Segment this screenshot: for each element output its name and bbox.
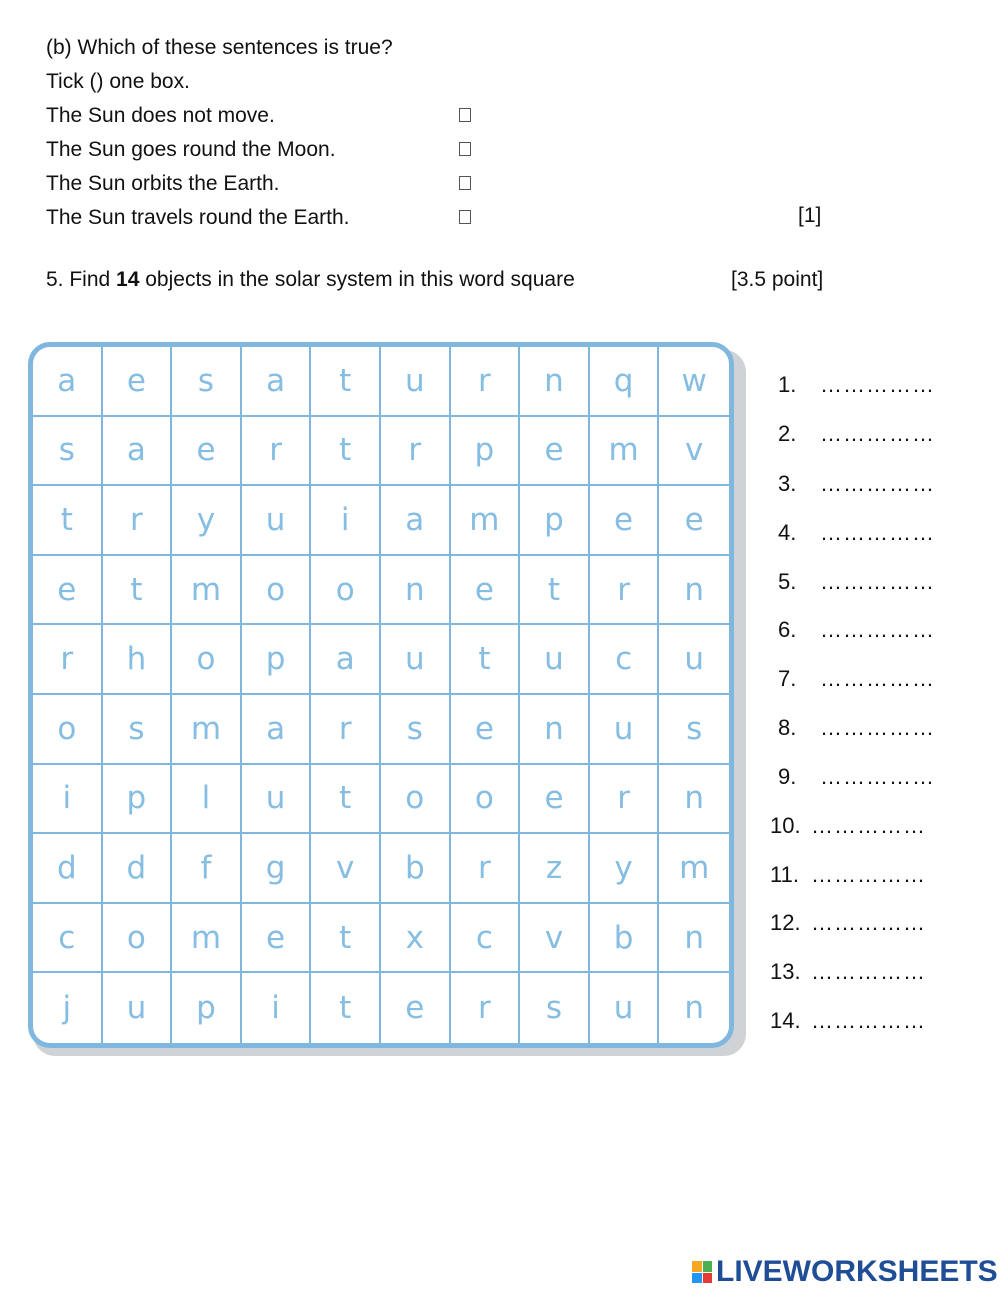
grid-cell: n xyxy=(659,765,729,835)
answer-line xyxy=(778,372,935,398)
answer-number: 10. xyxy=(770,813,801,838)
grid-cell: r xyxy=(381,417,451,487)
grid-cell: e xyxy=(242,904,312,974)
grid-cell: s xyxy=(381,695,451,765)
grid-cell: a xyxy=(311,625,381,695)
grid-cell: t xyxy=(311,347,381,417)
grid-cell: s xyxy=(33,417,103,487)
option-1-text: The Sun does not move. xyxy=(46,104,275,127)
grid-cell: c xyxy=(33,904,103,974)
grid-cell: o xyxy=(242,556,312,626)
question-5-count: 14 xyxy=(116,268,140,291)
grid-cell: o xyxy=(103,904,173,974)
grid-cell: m xyxy=(172,556,242,626)
answer-blank[interactable]: …………… xyxy=(811,910,926,935)
grid-cell: a xyxy=(381,486,451,556)
grid-cell: i xyxy=(33,765,103,835)
answer-number: 12. xyxy=(770,910,801,935)
answer-number: 5. xyxy=(778,569,797,594)
answer-number: 8. xyxy=(778,715,797,740)
grid-cell: m xyxy=(451,486,521,556)
grid-cell: t xyxy=(311,417,381,487)
option-4-text: The Sun travels round the Earth. xyxy=(46,206,350,229)
grid-cell: y xyxy=(590,834,660,904)
grid-cell: n xyxy=(520,347,590,417)
answer-blank[interactable]: …………… xyxy=(820,471,935,496)
grid-cell: p xyxy=(242,625,312,695)
grid-cell: o xyxy=(311,556,381,626)
answer-line xyxy=(778,666,935,692)
answer-blank[interactable]: …………… xyxy=(820,666,935,691)
answer-line xyxy=(778,617,935,643)
grid-cell: e xyxy=(33,556,103,626)
option-3-checkbox[interactable] xyxy=(459,176,471,190)
answer-line xyxy=(770,959,926,985)
grid-cell: u xyxy=(381,347,451,417)
answer-number: 14. xyxy=(770,1008,801,1033)
question-b-marks: [1] xyxy=(798,204,822,227)
answer-number: 13. xyxy=(770,959,801,984)
logo-square xyxy=(692,1273,702,1284)
grid-cell: m xyxy=(659,834,729,904)
answer-number: 6. xyxy=(778,617,797,642)
grid-cell: r xyxy=(311,695,381,765)
grid-cell: o xyxy=(381,765,451,835)
answer-line xyxy=(770,862,926,888)
grid-cell: o xyxy=(33,695,103,765)
answer-line xyxy=(778,471,935,497)
grid-cell: r xyxy=(590,556,660,626)
answer-blank[interactable]: …………… xyxy=(820,715,935,740)
answer-blank[interactable]: …………… xyxy=(820,421,935,446)
grid-cell: i xyxy=(242,973,312,1043)
grid-cell: s xyxy=(520,973,590,1043)
grid-cell: e xyxy=(451,556,521,626)
answer-blank[interactable]: …………… xyxy=(811,959,926,984)
grid-cell: w xyxy=(659,347,729,417)
grid-cell: u xyxy=(242,765,312,835)
answer-line xyxy=(770,813,926,839)
option-2-text: The Sun goes round the Moon. xyxy=(46,138,336,161)
grid-cell: t xyxy=(311,904,381,974)
grid-cell: i xyxy=(311,486,381,556)
grid-cell: c xyxy=(590,625,660,695)
question-b-instruction: Tick () one box. xyxy=(46,70,190,93)
grid-cell: b xyxy=(590,904,660,974)
grid-cell: s xyxy=(103,695,173,765)
grid-cell: e xyxy=(103,347,173,417)
grid-cell: n xyxy=(659,556,729,626)
grid-cell: r xyxy=(451,347,521,417)
answer-blank[interactable]: …………… xyxy=(820,764,935,789)
question-5-suffix: objects in the solar system in this word square xyxy=(139,268,575,291)
grid-cell: r xyxy=(451,973,521,1043)
grid-cell: s xyxy=(659,695,729,765)
grid-cell: t xyxy=(311,765,381,835)
question-5-prefix: 5. Find xyxy=(46,268,117,291)
grid-cell: o xyxy=(172,625,242,695)
liveworksheets-logo-icon xyxy=(692,1261,712,1283)
grid-cell: n xyxy=(381,556,451,626)
grid-cell: p xyxy=(520,486,590,556)
grid-cell: u xyxy=(659,625,729,695)
grid-cell: a xyxy=(103,417,173,487)
grid-cell: t xyxy=(33,486,103,556)
grid-cell: m xyxy=(172,904,242,974)
option-2-checkbox[interactable] xyxy=(459,142,471,156)
grid-cell: v xyxy=(659,417,729,487)
logo-square xyxy=(692,1261,702,1272)
answer-line xyxy=(778,569,935,595)
answer-blank[interactable]: …………… xyxy=(811,813,926,838)
grid-cell: e xyxy=(590,486,660,556)
grid-cell: p xyxy=(172,973,242,1043)
option-1-checkbox[interactable] xyxy=(459,108,471,122)
grid-cell: z xyxy=(520,834,590,904)
grid-cell: d xyxy=(103,834,173,904)
grid-cell: u xyxy=(103,973,173,1043)
grid-cell: j xyxy=(33,973,103,1043)
answer-number: 9. xyxy=(778,764,797,789)
grid-cell: n xyxy=(684,990,705,1027)
logo-square xyxy=(703,1261,713,1272)
grid-cell: u xyxy=(520,625,590,695)
grid-cell: v xyxy=(311,834,381,904)
grid-cell: v xyxy=(520,904,590,974)
grid-cell: t xyxy=(451,625,521,695)
grid-cell: e xyxy=(451,695,521,765)
grid-cell: r xyxy=(33,625,103,695)
grid-cell: h xyxy=(103,625,173,695)
grid-cell: u xyxy=(242,486,312,556)
grid-cell: a xyxy=(242,695,312,765)
grid-cell: s xyxy=(172,347,242,417)
grid-cell: m xyxy=(172,695,242,765)
grid-cell: e xyxy=(172,417,242,487)
answer-line xyxy=(778,764,935,790)
grid-cell: e xyxy=(659,486,729,556)
answer-line xyxy=(778,715,935,741)
logo-text: LIVEWORKSHEETS xyxy=(716,1255,998,1288)
answer-number: 11. xyxy=(770,862,799,887)
grid-cell: a xyxy=(33,347,103,417)
question-5-text xyxy=(46,268,575,292)
grid-cell: q xyxy=(590,347,660,417)
answer-number: 1. xyxy=(778,372,797,397)
answer-number: 7. xyxy=(778,666,797,691)
grid-cell: n xyxy=(520,695,590,765)
grid-cell: t xyxy=(520,556,590,626)
word-square xyxy=(28,342,734,1048)
answer-blank[interactable]: …………… xyxy=(811,1008,926,1033)
grid-cell: g xyxy=(242,834,312,904)
answer-number: 2. xyxy=(778,421,797,446)
grid-cell: b xyxy=(381,834,451,904)
answer-blank[interactable]: …………… xyxy=(820,617,935,642)
grid-cell: y xyxy=(172,486,242,556)
grid-cell: m xyxy=(590,417,660,487)
answer-line xyxy=(778,421,935,447)
answer-line xyxy=(770,1008,926,1034)
grid-cell: u xyxy=(590,695,660,765)
answer-blank[interactable]: …………… xyxy=(811,862,926,887)
answer-blank[interactable]: …………… xyxy=(820,372,935,397)
option-3-text: The Sun orbits the Earth. xyxy=(46,172,280,195)
grid-cell: f xyxy=(172,834,242,904)
grid-cell: e xyxy=(520,765,590,835)
answer-number: 4. xyxy=(778,520,797,545)
liveworksheets-logo xyxy=(692,1255,998,1289)
grid-cell: u xyxy=(381,625,451,695)
grid-cell: x xyxy=(381,904,451,974)
grid-cell: r xyxy=(242,417,312,487)
grid-cell: t xyxy=(311,973,381,1043)
grid-cell: l xyxy=(172,765,242,835)
grid-cell: d xyxy=(33,834,103,904)
grid-cell: p xyxy=(103,765,173,835)
grid-cell: r xyxy=(451,834,521,904)
answer-line xyxy=(778,520,935,546)
option-4-checkbox[interactable] xyxy=(459,210,471,224)
grid-cell: o xyxy=(451,765,521,835)
grid-cell: r xyxy=(103,486,173,556)
grid-cell: r xyxy=(590,765,660,835)
logo-square xyxy=(703,1273,713,1284)
grid-cell: p xyxy=(451,417,521,487)
grid-cell: u xyxy=(590,973,660,1043)
answer-line xyxy=(770,910,926,936)
grid-cell: e xyxy=(520,417,590,487)
answer-blank[interactable]: …………… xyxy=(820,520,935,545)
answer-number: 3. xyxy=(778,471,797,496)
grid-cell: n xyxy=(659,904,729,974)
grid-cell: e xyxy=(381,973,451,1043)
answer-blank[interactable]: …………… xyxy=(820,569,935,594)
grid-cell: c xyxy=(451,904,521,974)
grid-cell: a xyxy=(242,347,312,417)
question-b-heading: (b) Which of these sentences is true? xyxy=(46,36,393,59)
grid-cell: t xyxy=(103,556,173,626)
question-5-points: [3.5 point] xyxy=(731,268,824,291)
